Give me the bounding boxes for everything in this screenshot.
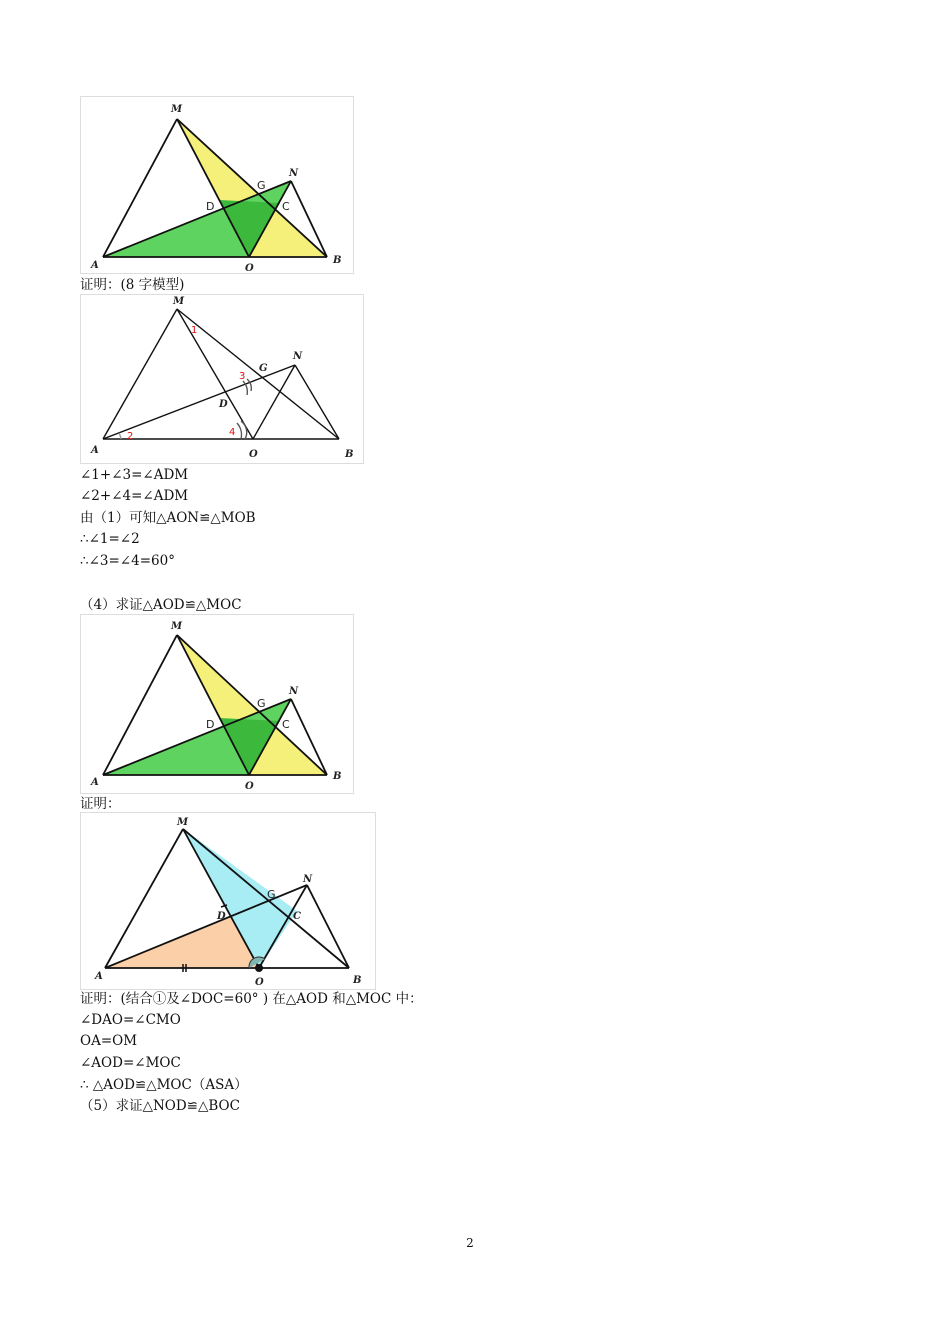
figure-3-svg xyxy=(81,615,353,793)
proof-2-line-5: ∴ △AOD≌△MOC（ASA） xyxy=(80,1077,248,1093)
label-M: M xyxy=(171,104,183,115)
label-O: O xyxy=(255,977,264,988)
label-N: N xyxy=(289,686,299,697)
label-G: G xyxy=(257,179,266,192)
proof-1-title: 证明：(8 字模型) xyxy=(80,277,185,293)
proof-2-line-1: 证明：(结合①及∠DOC=60° ) 在△AOD 和△MOC 中： xyxy=(80,991,423,1007)
angle-4-label: 4 xyxy=(229,427,236,438)
angle-1-label: 1 xyxy=(191,325,198,336)
part-5-title: （5）求证△NOD≌△BOC xyxy=(80,1098,240,1114)
label-M: M xyxy=(173,296,185,307)
label-M: M xyxy=(171,621,183,632)
label-A: A xyxy=(91,260,99,271)
label-N: N xyxy=(293,351,303,362)
label-O: O xyxy=(245,781,254,792)
figure-4-svg xyxy=(81,813,375,989)
figure-2-svg xyxy=(81,295,363,463)
point-O xyxy=(255,964,263,972)
label-A: A xyxy=(91,777,99,788)
angle-2-label: 2 xyxy=(127,431,134,442)
proof-2-line-3: OA=OM xyxy=(80,1033,138,1049)
label-D: D xyxy=(206,200,215,213)
figure-4-colored xyxy=(80,812,376,990)
label-B: B xyxy=(333,255,342,266)
label-B: B xyxy=(333,771,342,782)
label-C: C xyxy=(282,200,290,213)
figure-3-colored xyxy=(80,614,354,794)
label-A: A xyxy=(95,971,103,982)
label-C: C xyxy=(282,718,290,731)
proof-1-line-3: 由（1）可知△AON≌△MOB xyxy=(80,510,256,526)
proof-1-line-4: ∴∠1=∠2 xyxy=(80,531,140,547)
label-B: B xyxy=(345,449,354,460)
proof-2-title: 证明： xyxy=(80,796,121,812)
label-A: A xyxy=(91,445,99,456)
label-G: G xyxy=(267,888,276,901)
label-O: O xyxy=(249,449,258,460)
proof-2-line-2: ∠DAO=∠CMO xyxy=(80,1012,181,1028)
label-N: N xyxy=(289,168,299,179)
figure-1-svg xyxy=(81,97,353,273)
label-G: G xyxy=(257,697,266,710)
proof-2-line-4: ∠AOD=∠MOC xyxy=(80,1055,181,1071)
proof-1-line-5: ∴∠3=∠4=60° xyxy=(80,553,175,569)
proof-1-line-1: ∠1+∠3=∠ADM xyxy=(80,467,189,483)
label-D: D xyxy=(206,718,215,731)
figure-1-colored xyxy=(80,96,354,274)
page-number: 2 xyxy=(466,1236,474,1250)
part-4-title: （4）求证△AOD≌△MOC xyxy=(80,597,242,613)
label-O: O xyxy=(245,263,254,273)
label-G: G xyxy=(259,363,268,374)
label-D: D xyxy=(219,399,228,410)
label-M: M xyxy=(177,817,189,828)
label-C: C xyxy=(293,911,301,922)
label-N: N xyxy=(303,874,313,885)
angle-3-label: 3 xyxy=(239,371,246,382)
figure-2-angles xyxy=(80,294,364,464)
label-D: D xyxy=(217,911,226,922)
proof-1-line-2: ∠2+∠4=∠ADM xyxy=(80,488,189,504)
label-B: B xyxy=(353,975,362,986)
